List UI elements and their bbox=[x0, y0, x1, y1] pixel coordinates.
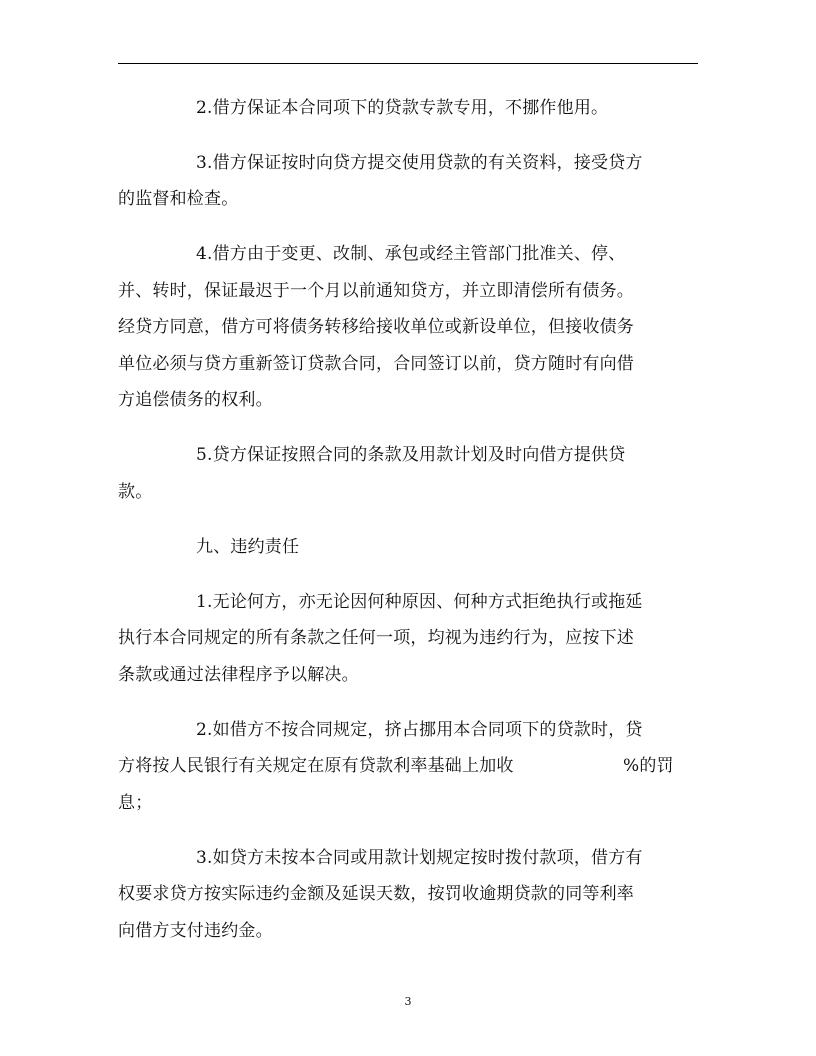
paragraph-line: 向借方支付违约金。 bbox=[118, 921, 273, 941]
header-rule bbox=[118, 63, 698, 64]
paragraph-line: 款。 bbox=[118, 482, 153, 502]
paragraph-line: 并、转时，保证最迟于一个月以前通知贷方，并立即清偿所有债务。 bbox=[118, 281, 634, 301]
page-number: 3 bbox=[404, 995, 412, 1008]
paragraph-line: 4.借方由于变更、改制、承包或经主管部门批准关、停、 bbox=[196, 244, 626, 264]
paragraph-line: 的监督和检查。 bbox=[118, 189, 239, 209]
paragraph-line: 条款或通过法律程序予以解决。 bbox=[118, 665, 359, 685]
paragraph-line: 5.贷方保证按照合同的条款及用款计划及时向借方提供贷 bbox=[196, 445, 626, 465]
paragraph-line: 方将按人民银行有关规定在原有贷款利率基础上加收 bbox=[118, 756, 514, 776]
paragraph-line: 单位必须与贷方重新签订贷款合同，合同签订以前，贷方随时有向借 bbox=[118, 354, 634, 374]
section-heading: 九、违约责任 bbox=[196, 537, 300, 557]
paragraph-line: 2.借方保证本合同项下的贷款专款专用，不挪作他用。 bbox=[196, 98, 609, 118]
paragraph-line: 息； bbox=[118, 793, 153, 813]
paragraph-line: 3.如贷方未按本合同或用款计划规定按时拨付款项，借方有 bbox=[196, 848, 643, 868]
paragraph-line: 3.借方保证按时向贷方提交使用贷款的有关资料，接受贷方 bbox=[196, 153, 643, 173]
paragraph-line: 执行本合同规定的所有条款之任何一项，均视为违约行为，应按下述 bbox=[118, 628, 634, 648]
paragraph-line-tail: %的罚 bbox=[623, 756, 674, 776]
paragraph-line: 2.如借方不按合同规定，挤占挪用本合同项下的贷款时，贷 bbox=[196, 720, 643, 740]
paragraph-line: 1.无论何方，亦无论因何种原因、何种方式拒绝执行或拖延 bbox=[196, 592, 643, 612]
paragraph-line: 权要求贷方按实际违约金额及延误天数，按罚收逾期贷款的同等利率 bbox=[118, 884, 634, 904]
paragraph-line: 经贷方同意，借方可将债务转移给接收单位或新设单位，但接收债务 bbox=[118, 317, 634, 337]
paragraph-line: 方追偿债务的权利。 bbox=[118, 390, 273, 410]
